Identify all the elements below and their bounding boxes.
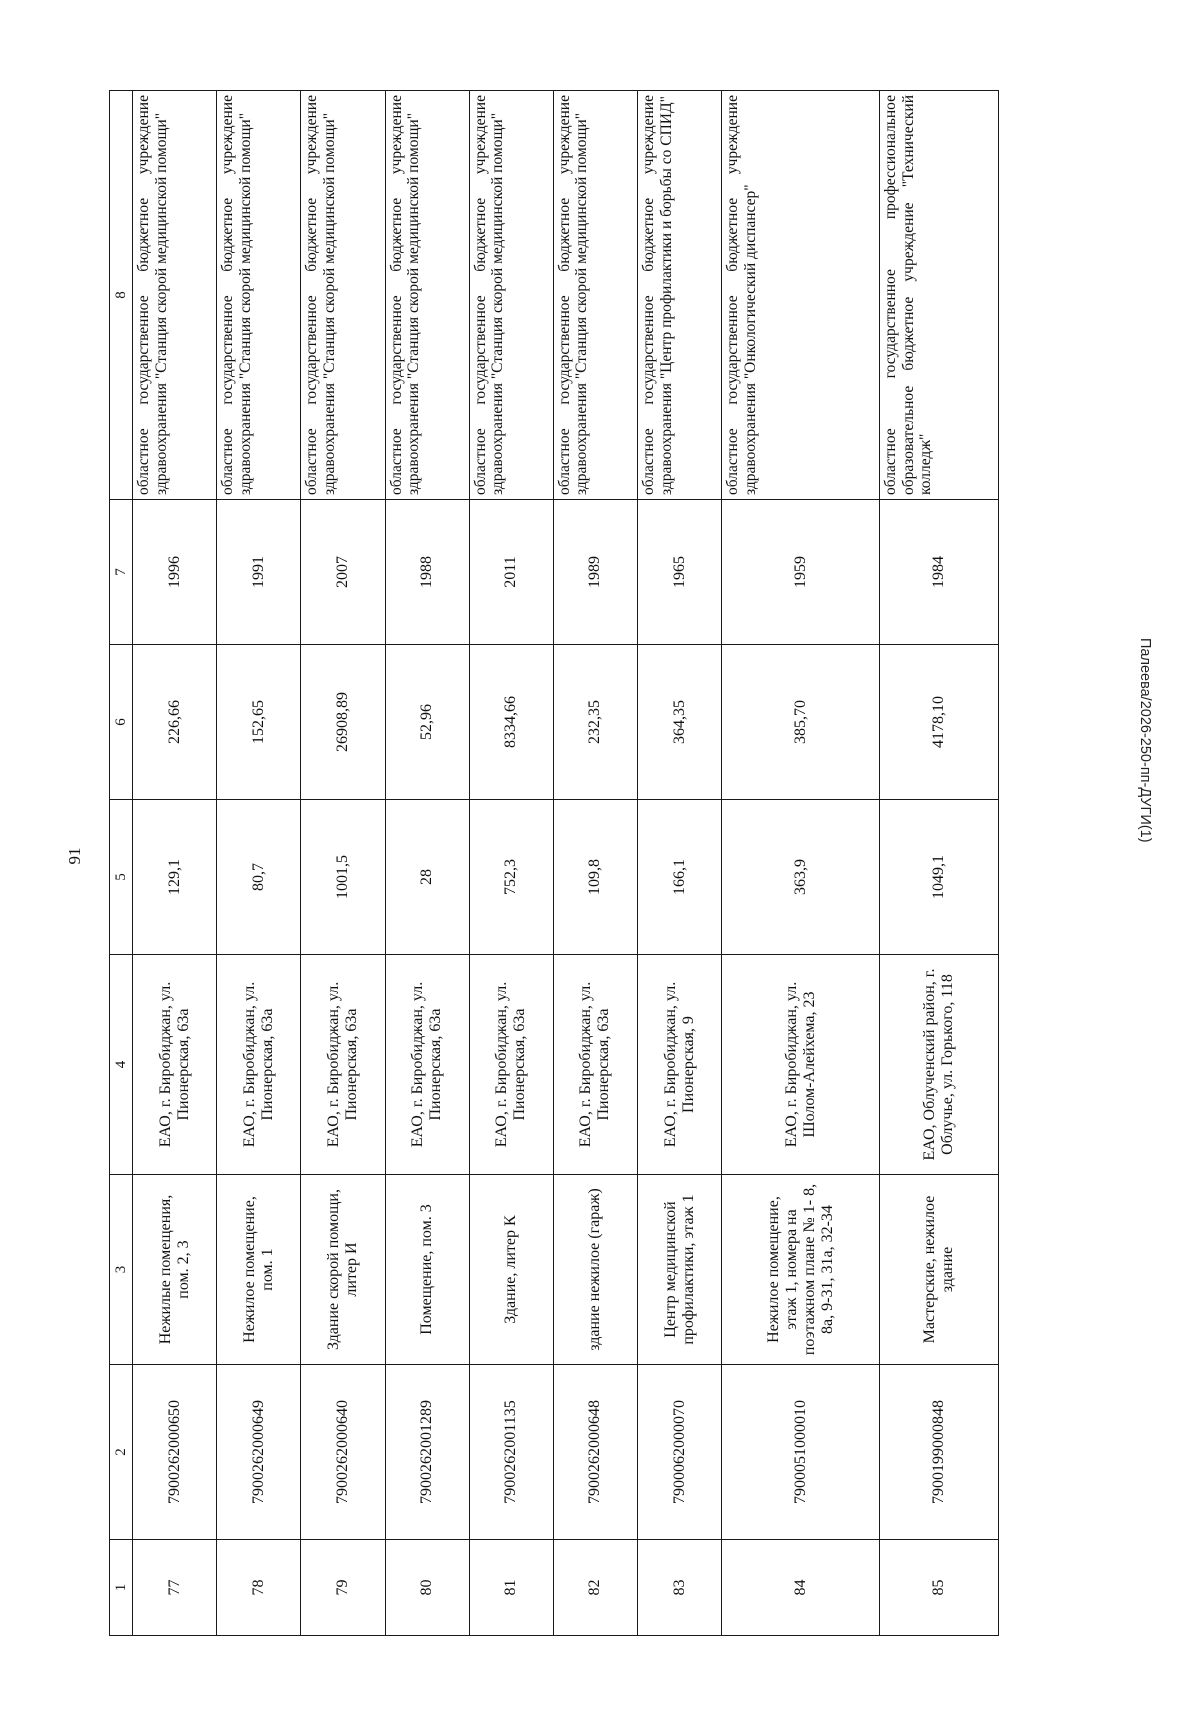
cell-area: 1001,5 — [301, 800, 385, 955]
cell-area: 1049,1 — [880, 800, 999, 955]
cell-row-number: 85 — [880, 1540, 999, 1636]
cell-object-name: здание нежилое (гараж) — [553, 1175, 637, 1365]
cell-row-number: 78 — [217, 1540, 301, 1636]
cell-year: 1984 — [880, 500, 999, 645]
column-header-6: 6 — [110, 645, 133, 800]
column-header-5: 5 — [110, 800, 133, 955]
cell-holder: областное государственное бюджетное учреждение здравоохранения "Станция скорой медицинской помощи" — [301, 91, 385, 500]
table-row — [217, 91, 301, 1636]
cell-holder: областное государственное бюджетное учреждение здравоохранения "Центр профилактики и борьбы со СПИД" — [638, 91, 722, 500]
cell-value: 8334,66 — [469, 645, 553, 800]
cell-area: 363,9 — [722, 800, 880, 955]
cell-object-name: Нежилые помещения, пом. 2, 3 — [133, 1175, 217, 1365]
table-row — [469, 91, 553, 1636]
property-table — [109, 90, 999, 1636]
cell-address: ЕАО, г. Биробиджан, ул. Пионерская, 63а — [553, 955, 637, 1175]
table-row — [638, 91, 722, 1636]
cell-row-number: 83 — [638, 1540, 722, 1636]
column-header-1: 1 — [110, 1540, 133, 1636]
cell-year: 1996 — [133, 500, 217, 645]
cell-address: ЕАО, Облученский район, г. Облучье, ул. Горького, 118 — [880, 955, 999, 1175]
cell-object-name: Мастерские, нежилое здание — [880, 1175, 999, 1365]
cell-object-name: Нежилое помещение, пом. 1 — [217, 1175, 301, 1365]
cell-year: 1988 — [385, 500, 469, 645]
cell-year: 1959 — [722, 500, 880, 645]
cell-value: 152,65 — [217, 645, 301, 800]
cell-address: ЕАО, г. Биробиджан, ул. Пионерская, 63а — [217, 955, 301, 1175]
cell-row-number: 77 — [133, 1540, 217, 1636]
cell-value: 52,96 — [385, 645, 469, 800]
column-header-2: 2 — [110, 1365, 133, 1540]
cell-value: 232,35 — [553, 645, 637, 800]
document-footer-code: Палеева/2026-250-пп-ДУГИ(1) — [1137, 638, 1153, 843]
cell-year: 1991 — [217, 500, 301, 645]
cell-address: ЕАО, г. Биробиджан, ул. Шолом-Алейхема, 23 — [722, 955, 880, 1175]
table-header-row — [110, 91, 133, 1636]
cell-cadastral-number: 7900262001135 — [469, 1365, 553, 1540]
cell-cadastral-number: 7900262001289 — [385, 1365, 469, 1540]
cell-cadastral-number: 7900262000648 — [553, 1365, 637, 1540]
table-body — [110, 91, 999, 1636]
cell-cadastral-number: 7900062000070 — [638, 1365, 722, 1540]
cell-year: 2011 — [469, 500, 553, 645]
cell-value: 226,66 — [133, 645, 217, 800]
cell-cadastral-number: 7900051000010 — [722, 1365, 880, 1540]
cell-address: ЕАО, г. Биробиджан, ул. Пионерская, 63а — [301, 955, 385, 1175]
cell-row-number: 80 — [385, 1540, 469, 1636]
cell-cadastral-number: 7900199000848 — [880, 1365, 999, 1540]
cell-holder: областное государственное бюджетное учреждение здравоохранения "Онкологический диспансер" — [722, 91, 880, 500]
cell-address: ЕАО, г. Биробиджан, ул. Пионерская, 9 — [638, 955, 722, 1175]
cell-value: 385,70 — [722, 645, 880, 800]
table-row — [301, 91, 385, 1636]
cell-area: 752,3 — [469, 800, 553, 955]
cell-holder: областное государственное бюджетное учреждение здравоохранения "Станция скорой медицинской помощи" — [553, 91, 637, 500]
cell-year: 2007 — [301, 500, 385, 645]
property-table-container — [109, 91, 999, 1636]
table-row — [133, 91, 217, 1636]
cell-object-name: Здание, литер К — [469, 1175, 553, 1365]
cell-holder: областное государственное бюджетное учреждение здравоохранения "Станция скорой медицинской помощи" — [133, 91, 217, 500]
cell-holder: областное государственное бюджетное учреждение здравоохранения "Станция скорой медицинской помощи" — [385, 91, 469, 500]
cell-row-number: 82 — [553, 1540, 637, 1636]
property-table-rotated — [109, 91, 999, 1636]
cell-year: 1965 — [638, 500, 722, 645]
cell-cadastral-number: 7900262000649 — [217, 1365, 301, 1540]
cell-holder: областное государственное бюджетное учреждение здравоохранения "Станция скорой медицинской помощи" — [469, 91, 553, 500]
cell-row-number: 81 — [469, 1540, 553, 1636]
cell-value: 364,35 — [638, 645, 722, 800]
cell-object-name: Нежилое помещение, этаж 1, номера на поэтажном плане № 1- 8, 8а, 9-31, 31а, 32-34 — [722, 1175, 880, 1365]
cell-address: ЕАО, г. Биробиджан, ул. Пионерская, 63а — [133, 955, 217, 1175]
cell-holder: областное государственное бюджетное учреждение здравоохранения "Станция скорой медицинской помощи" — [217, 91, 301, 500]
column-header-8: 8 — [110, 91, 133, 500]
cell-area: 109,8 — [553, 800, 637, 955]
table-row — [385, 91, 469, 1636]
cell-area: 129,1 — [133, 800, 217, 955]
cell-object-name: Здание скорой помощи, литер И — [301, 1175, 385, 1365]
cell-row-number: 79 — [301, 1540, 385, 1636]
column-header-4: 4 — [110, 955, 133, 1175]
cell-object-name: Помещение, пом. 3 — [385, 1175, 469, 1365]
table-row — [722, 91, 880, 1636]
cell-cadastral-number: 7900262000650 — [133, 1365, 217, 1540]
cell-area: 80,7 — [217, 800, 301, 955]
cell-address: ЕАО, г. Биробиджан, ул. Пионерская, 63а — [469, 955, 553, 1175]
cell-value: 26908,89 — [301, 645, 385, 800]
page-number: 91 — [65, 847, 84, 865]
cell-object-name: Центр медицинской профилактики, этаж 1 — [638, 1175, 722, 1365]
cell-cadastral-number: 7900262000640 — [301, 1365, 385, 1540]
cell-year: 1989 — [553, 500, 637, 645]
table-row — [553, 91, 637, 1636]
cell-address: ЕАО, г. Биробиджан, ул. Пионерская, 63а — [385, 955, 469, 1175]
column-header-7: 7 — [110, 500, 133, 645]
cell-holder: областное государственное профессиональное образовательное бюджетное учреждение "Технический колледж" — [880, 91, 999, 500]
table-row — [880, 91, 999, 1636]
cell-area: 28 — [385, 800, 469, 955]
column-header-3: 3 — [110, 1175, 133, 1365]
cell-area: 166,1 — [638, 800, 722, 955]
cell-row-number: 84 — [722, 1540, 880, 1636]
cell-value: 4178,10 — [880, 645, 999, 800]
